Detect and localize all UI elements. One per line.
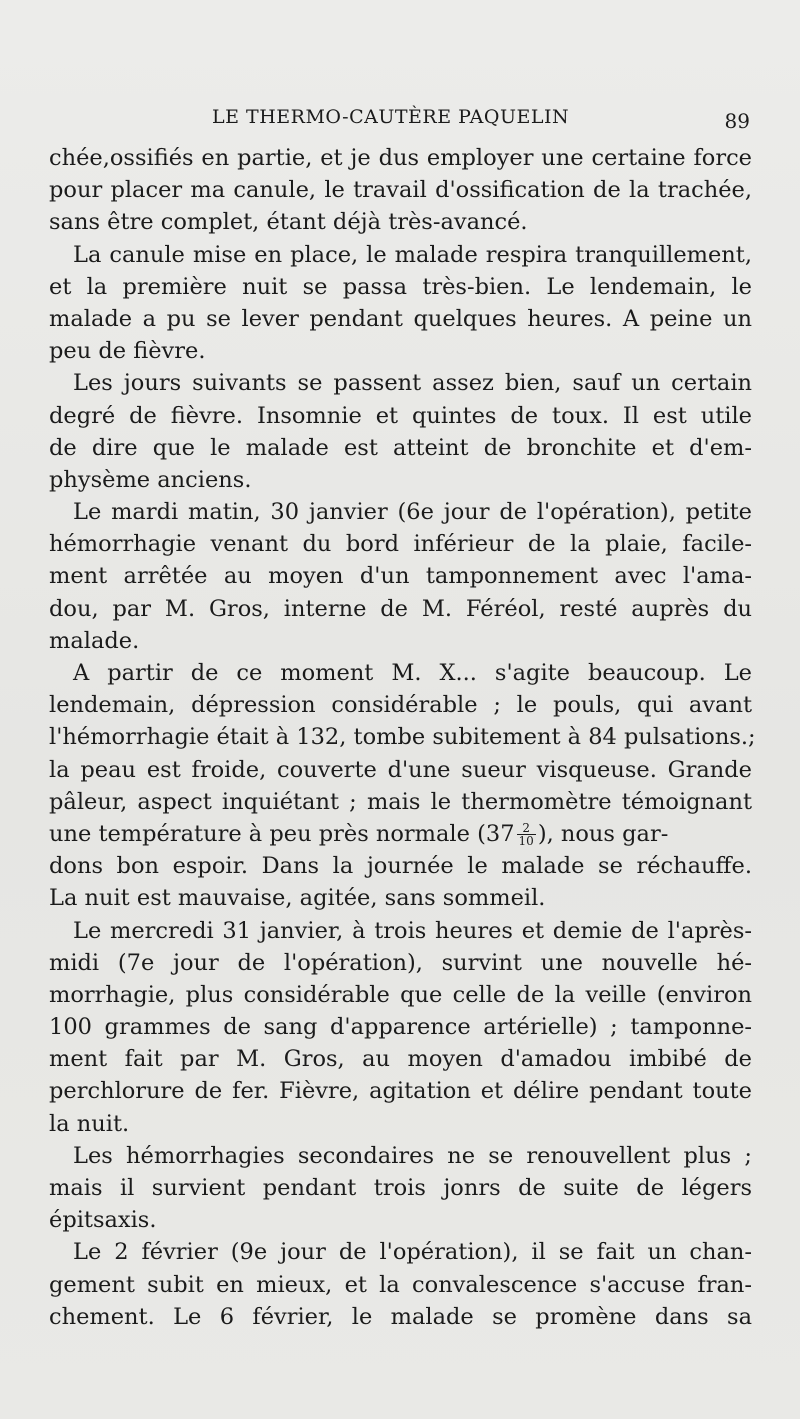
text-line: midi (7e jour de l'opération), survint une nouvelle hé-: [49, 949, 752, 976]
text-line: La nuit est mauvaise, agitée, sans sommeil.: [49, 885, 546, 912]
text-line: ment arrêtée au moyen d'un tamponnement avec l'ama-: [49, 563, 752, 590]
text-line: dons bon espoir. Dans la journée le malade se réchauffe.: [49, 853, 752, 880]
text-line: Le mardi matin, 30 janvier (6e jour de l'opération), petite: [73, 499, 752, 526]
text-line: Le 2 février (9e jour de l'opération), il se fait un chan-: [73, 1239, 752, 1266]
text-line: dou, par M. Gros, interne de M. Féréol, resté auprès du: [49, 595, 752, 622]
text-line: peu de fièvre.: [49, 338, 206, 365]
text-line: mais il survient pendant trois jonrs de suite de légers: [49, 1175, 752, 1201]
text-line: degré de fièvre. Insomnie et quintes de toux. Il est utile: [49, 402, 752, 429]
text-line: sans être complet, étant déjà très-avancé.: [49, 209, 528, 236]
text-line: chement. Le 6 février, le malade se promène dans sa: [49, 1303, 752, 1330]
text-line: l'hémorrhagie était à 132, tombe subitement à 84 pulsations.;: [49, 724, 756, 751]
text-line: la peau est froide, couverte d'une sueur visqueuse. Grande: [49, 756, 752, 783]
text-line: pâleur, aspect inquiétant ; mais le thermomètre témoignant: [49, 788, 752, 815]
text-line: physème anciens.: [49, 466, 252, 493]
text-line: ment fait par M. Gros, au moyen d'amadou imbibé de: [49, 1046, 752, 1073]
text-line: Le mercredi 31 janvier, à trois heures et demie de l'après-: [73, 917, 752, 944]
text-fragment: une température à peu près normale: [49, 820, 470, 847]
text-line: pour placer ma canule, le travail d'ossification de la trachée,: [49, 177, 752, 204]
text-line: et la première nuit se passa très-bien. Le lendemain, le: [49, 273, 752, 300]
page-header: [0, 106, 800, 134]
text-line: A partir de ce moment M. X... s'agite beaucoup. Le: [73, 660, 752, 686]
text-line: malade.: [49, 627, 140, 654]
fraction-denominator: 10: [518, 834, 534, 849]
text-line-with-fraction: [49, 818, 752, 850]
text-line: Les jours suivants se passent assez bien, sauf un certain: [73, 370, 752, 397]
fraction: [517, 822, 536, 847]
body-text: [49, 142, 756, 1333]
text-line: la nuit.: [49, 1110, 130, 1137]
text-line: Les hémorrhagies secondaires ne se renouvellent plus ;: [73, 1142, 752, 1169]
fraction-numerator: 2: [517, 822, 536, 835]
text-line: épitsaxis.: [49, 1207, 157, 1234]
text-line: malade a pu se lever pendant quelques heures. A peine un: [49, 305, 752, 332]
page-number: 89: [724, 109, 750, 133]
text-line: morrhagie, plus considérable que celle de la veille (environ: [49, 981, 752, 1008]
text-line: gement subit en mieux, et la convalescence s'accuse fran-: [49, 1271, 752, 1298]
text-line: La canule mise en place, le malade respira tranquillement,: [73, 241, 752, 268]
text-line: perchlorure de fer. Fièvre, agitation et délire pendant toute: [49, 1078, 752, 1105]
text-line: chée,ossifiés en partie, et je dus employer une certaine force: [49, 145, 752, 171]
text-line: de dire que le malade est atteint de bronchite et d'em-: [49, 434, 752, 461]
text-line: lendemain, dépression considérable ; le pouls, qui avant: [49, 692, 752, 719]
running-title: LE THERMO-CAUTÈRE PAQUELIN: [212, 106, 570, 128]
text-fragment: ), nous gar-: [537, 820, 669, 847]
text-line: hémorrhagie venant du bord inférieur de la plaie, facile-: [49, 531, 752, 558]
temperature-value: (37: [477, 820, 515, 847]
text-line: 100 grammes de sang d'apparence artérielle) ; tamponne-: [49, 1014, 752, 1041]
